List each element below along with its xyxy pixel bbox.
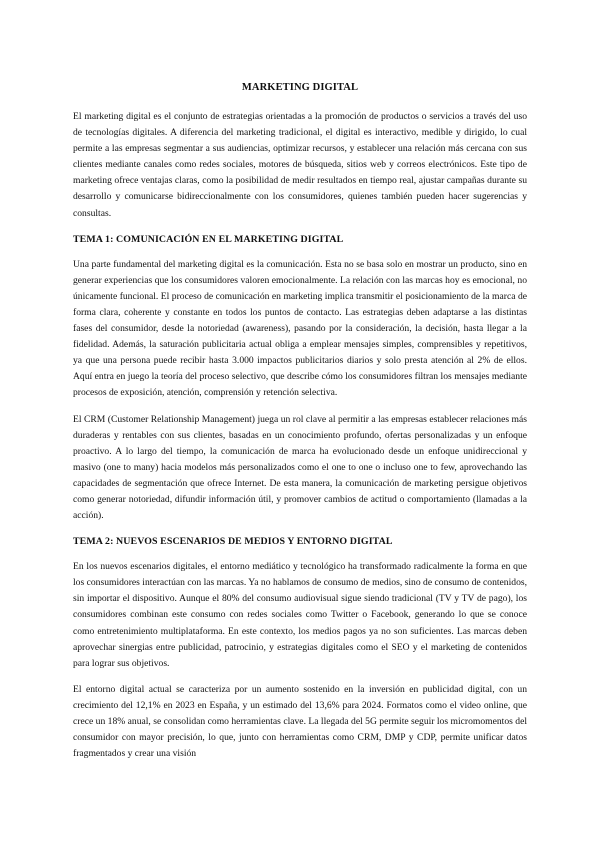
document-title: MARKETING DIGITAL (241, 82, 359, 93)
section-2-heading: TEMA 2: NUEVOS ESCENARIOS DE MEDIOS Y ENTORNO DIGITAL (73, 536, 393, 548)
section-2-paragraph-1: En los nuevos escenarios digitales, el entorno mediático y tecnológico ha transformado radicalmente la forma en que los consumidores interactúan con las marcas. Ya no hablamos de consumo de medios, sino de consumo de contenidos, sin importar el dispositivo. Aunque el 80% del consumo audiovisual sigue siendo tradicional (TV y TV de pago), los consumidores combinan este consumo con redes sociales como Twitter o Facebook, generando lo que se conoce como entretenimiento multiplataforma. En este contexto, los medios pagos ya no son suficientes. Las marcas deben aprovechar sinergias entre publicidad, patrocinio, y estrategias digitales como el SEO y el marketing de contenidos para lograr sus objetivos. (73, 561, 527, 669)
intro-paragraph: El marketing digital es el conjunto de estrategias orientadas a la promoción de productos o servicios a través del uso de tecnologías digitales. A diferencia del marketing tradicional, el digital es interactivo, medible y dirigido, lo cual permite a las empresas segmentar a sus audiencias, optimizar recursos, y establecer una relación más cercana con sus clientes mediante canales como redes sociales, motores de búsqueda, sitios web y correos electrónicos. Este tipo de marketing ofrece ventajas claras, como la posibilidad de medir resultados en tiempo real, ajustar campañas durante su desarrollo y comunicarse bidireccionalmente con los consumidores, quienes también pueden hacer sugerencias y consultas. (73, 111, 527, 219)
section-1-paragraph-2: El CRM (Customer Relationship Management) juega un rol clave al permitir a las empresas establecer relaciones más duraderas y rentables con sus clientes, basadas en un conocimiento profundo, ofertas personalizadas y un enfoque proactivo. A lo largo del tiempo, la comunicación de marca ha evolucionado desde un enfoque unidireccional y masivo (one to many) hacia modelos más personalizados como el one to one o incluso one to few, aprovechando las capacidades de segmentación que ofrece Internet. De esta manera, la comunicación de marketing persigue objetivos como generar notoriedad, difundir información útil, y promover cambios de actitud o comportamiento (llamadas a la acción). (73, 413, 527, 522)
section-1-paragraph-1: Una parte fundamental del marketing digital es la comunicación. Esta no se basa solo en mostrar un producto, sino en generar experiencias que los consumidores valoren emocionalmente. La relación con las marcas hoy es emocional, no únicamente funcional. El proceso de comunicación en marketing implica transmitir el posicionamiento de la marca de forma clara, coherente y constante en todos los puntos de contacto. Las estrategias deben adaptarse a las distintas fases del consumidor, desde la notoriedad (awareness), pasando por la consideración, la decisión, hasta llegar a la fidelidad. Además, la saturación publicitaria actual obliga a emplear mensajes simples, comprensibles y repetitivos, ya que una persona puede recibir hasta 3.000 impactos publicitarios diarios y solo presta atención al 2% de ellos. Aquí entra en juego la teoría del proceso selectivo, que describe cómo los consumidores filtran los mensajes mediante procesos de exposición, atención, comprensión y retención selectiva. (73, 258, 527, 399)
section-2-paragraph-2: El entorno digital actual se caracteriza por un aumento sostenido en la inversión en publicidad digital, con un crecimiento del 12,1% en 2023 en España, y un estimado del 13,6% para 2024. Formatos como el video online, que crece un 18% anual, se consolidan como herramientas clave. La llegada del 5G permite seguir los micromomentos del consumidor con mayor precisión, lo que, junto con herramientas como CRM, DMP y CDP, permite unificar datos fragmentados y crear una visión (73, 683, 527, 760)
section-1-heading: TEMA 1: COMUNICACIÓN EN EL MARKETING DIGITAL (73, 233, 344, 245)
document-body (73, 82, 527, 762)
